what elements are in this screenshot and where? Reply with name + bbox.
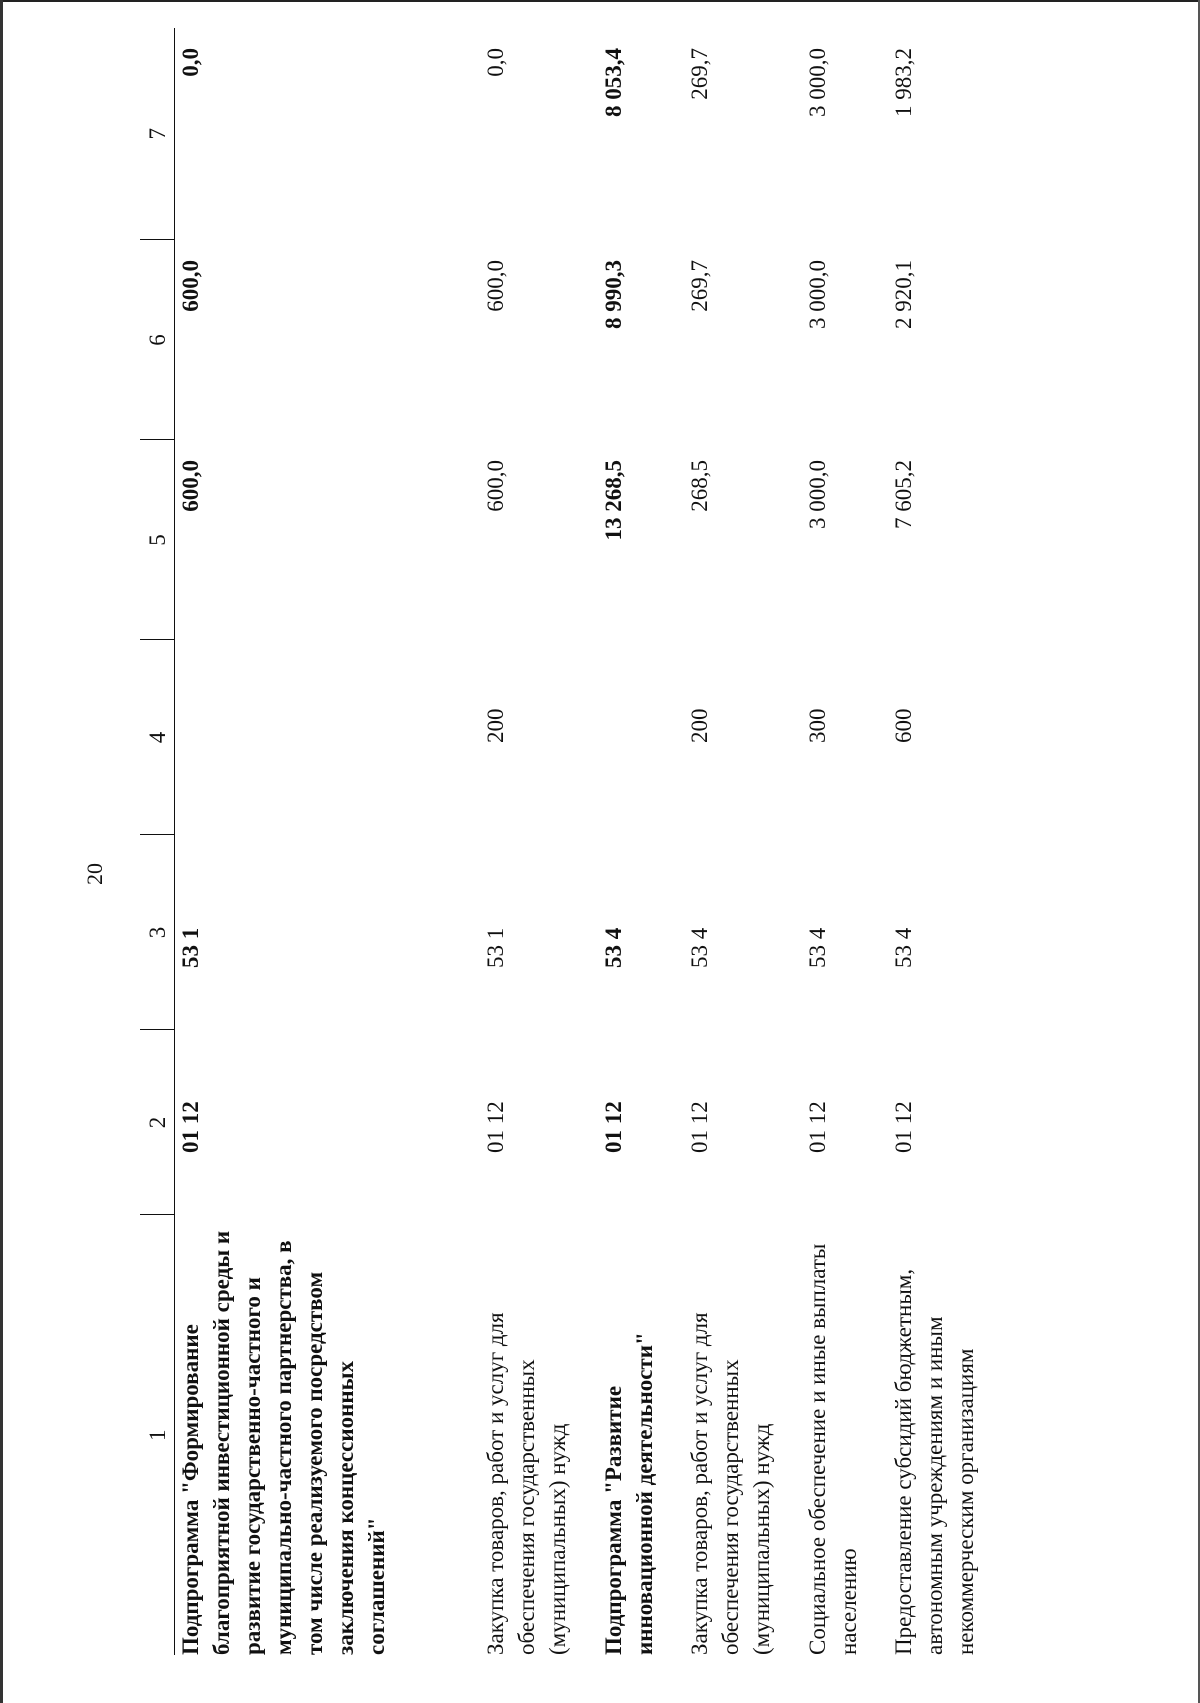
table-row (684, 28, 802, 1655)
row-value-6: 2 920,1 (891, 260, 916, 329)
table-row (598, 28, 684, 1655)
header-col-2: 2 (140, 1030, 175, 1215)
header-col-5: 5 (140, 440, 175, 640)
row-value-7: 0,0 (483, 48, 508, 77)
row-expense-type: 600 (891, 708, 916, 743)
header-col-7: 7 (140, 28, 175, 240)
row-section: 01 12 (483, 1101, 508, 1153)
header-col-4: 4 (140, 640, 175, 835)
row-name: Закупка товаров, работ и услуг для обеспечения государственных (муниципальных) нужд (687, 1312, 774, 1655)
row-expense-type (175, 640, 481, 835)
row-target: 53 1 (483, 927, 508, 968)
row-section: 01 12 (178, 1101, 203, 1153)
row-value-7: 0,0 (178, 48, 203, 77)
row-section: 01 12 (687, 1101, 712, 1153)
row-value-5: 600,0 (178, 460, 203, 512)
row-section: 01 12 (601, 1101, 626, 1153)
row-value-5: 268,5 (687, 460, 712, 512)
row-value-7: 1 983,2 (891, 48, 916, 117)
row-expense-type: 200 (483, 708, 508, 743)
row-value-6: 600,0 (178, 260, 203, 312)
row-target: 53 4 (805, 927, 830, 968)
header-col-3: 3 (140, 835, 175, 1030)
row-value-5: 600,0 (483, 460, 508, 512)
row-value-7: 3 000,0 (805, 48, 830, 117)
budget-table (140, 28, 1028, 1655)
row-value-6: 3 000,0 (805, 260, 830, 329)
row-value-7: 8 053,4 (601, 48, 626, 117)
row-target: 53 4 (601, 927, 626, 968)
table-row (802, 28, 888, 1655)
row-value-5: 13 268,5 (601, 460, 626, 541)
row-expense-type: 200 (687, 708, 712, 743)
row-name: Предоставление субсидий бюджетным, автономным учреждениям и иным некоммерческим организациям (891, 1268, 978, 1655)
header-col-1: 1 (140, 1215, 175, 1655)
row-target: 53 4 (891, 927, 916, 968)
row-name: Подпрограмма "Развитие инновационной деятельности" (601, 1332, 657, 1655)
row-section: 01 12 (891, 1101, 916, 1153)
row-value-6: 600,0 (483, 260, 508, 312)
table-row (888, 28, 1028, 1655)
header-col-6: 6 (140, 240, 175, 440)
page-number: 20 (82, 863, 107, 885)
row-value-7: 269,7 (687, 48, 712, 100)
row-name: Подпрограмма "Формирование благоприятной инвестиционной среды и развитие государственно-частного и муниципально-частного партнерства, в том числе реализуемого посредством заключения концессионных соглашений" (178, 1230, 389, 1655)
table-row (175, 28, 481, 1655)
row-value-5: 3 000,0 (805, 460, 830, 529)
row-value-6: 269,7 (687, 260, 712, 312)
row-target: 53 4 (687, 927, 712, 968)
table-row (480, 28, 598, 1655)
row-name: Социальное обеспечение и иные выплаты населению (805, 1243, 861, 1655)
header-row (140, 28, 175, 1655)
row-name: Закупка товаров, работ и услуг для обеспечения государственных (муниципальных) нужд (483, 1312, 570, 1655)
row-expense-type (598, 640, 684, 835)
row-expense-type: 300 (805, 708, 830, 743)
row-target: 53 1 (178, 927, 203, 968)
row-section: 01 12 (805, 1101, 830, 1153)
row-value-5: 7 605,2 (891, 460, 916, 529)
row-value-6: 8 990,3 (601, 260, 626, 329)
